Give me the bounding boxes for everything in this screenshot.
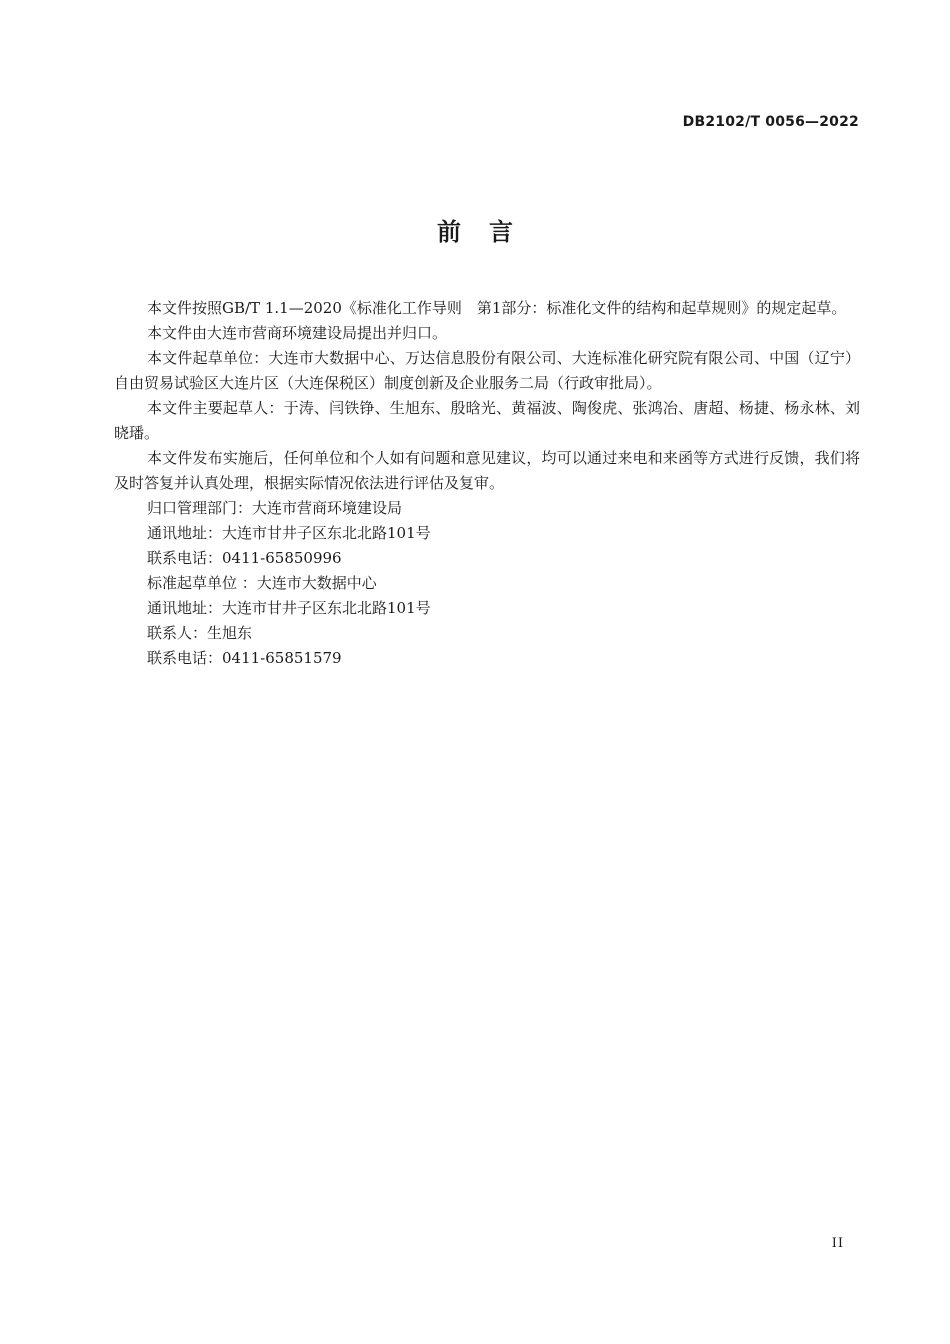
section-title: 前言 — [437, 218, 541, 246]
contact-line-department: 归口管理部门：大连市营商环境建设局 — [147, 499, 403, 517]
contact-line-address-2: 通讯地址：大连市甘井子区东北北路101号 — [147, 599, 431, 617]
contact-line-phone: 联系电话：0411-65850996 — [147, 549, 342, 567]
page-number: II — [831, 1236, 844, 1251]
document-body — [114, 296, 860, 671]
contact-line-drafting-unit: 标准起草单位 ：大连市大数据中心 — [147, 574, 377, 592]
contact-line-address: 通讯地址：大连市甘井子区东北北路101号 — [147, 524, 431, 542]
contact-line-person: 联系人：生旭东 — [147, 624, 253, 642]
document-code: DB2102/T 0056—2022 — [682, 114, 859, 130]
paragraph-proposer: 本文件由大连市营商环境建设局提出并归口。 — [147, 324, 448, 342]
contact-line-phone-2: 联系电话：0411-65851579 — [147, 649, 342, 667]
paragraph-drafters: 本文件主要起草人：于涛、闫铁铮、生旭东、殷晗光、黄福波、陶俊虎、张鸿冶、唐超、杨捷、杨永林、刘晓璠。 — [114, 399, 860, 442]
paragraph-drafting-rules: 本文件按照GB/T 1.1—2020《标准化工作导则 第1部分：标准化文件的结构和起草规则》的规定起草。 — [147, 299, 847, 317]
paragraph-drafting-units: 本文件起草单位：大连市大数据中心、万达信息股份有限公司、大连标准化研究院有限公司、中国（辽宁）自由贸易试验区大连片区（大连保税区）制度创新及企业服务二局（行政审批局）。 — [114, 349, 860, 392]
paragraph-feedback: 本文件发布实施后，任何单位和个人如有问题和意见建议，均可以通过来电和来函等方式进行反馈，我们将及时答复并认真处理，根据实际情况依法进行评估及复审。 — [114, 449, 860, 492]
